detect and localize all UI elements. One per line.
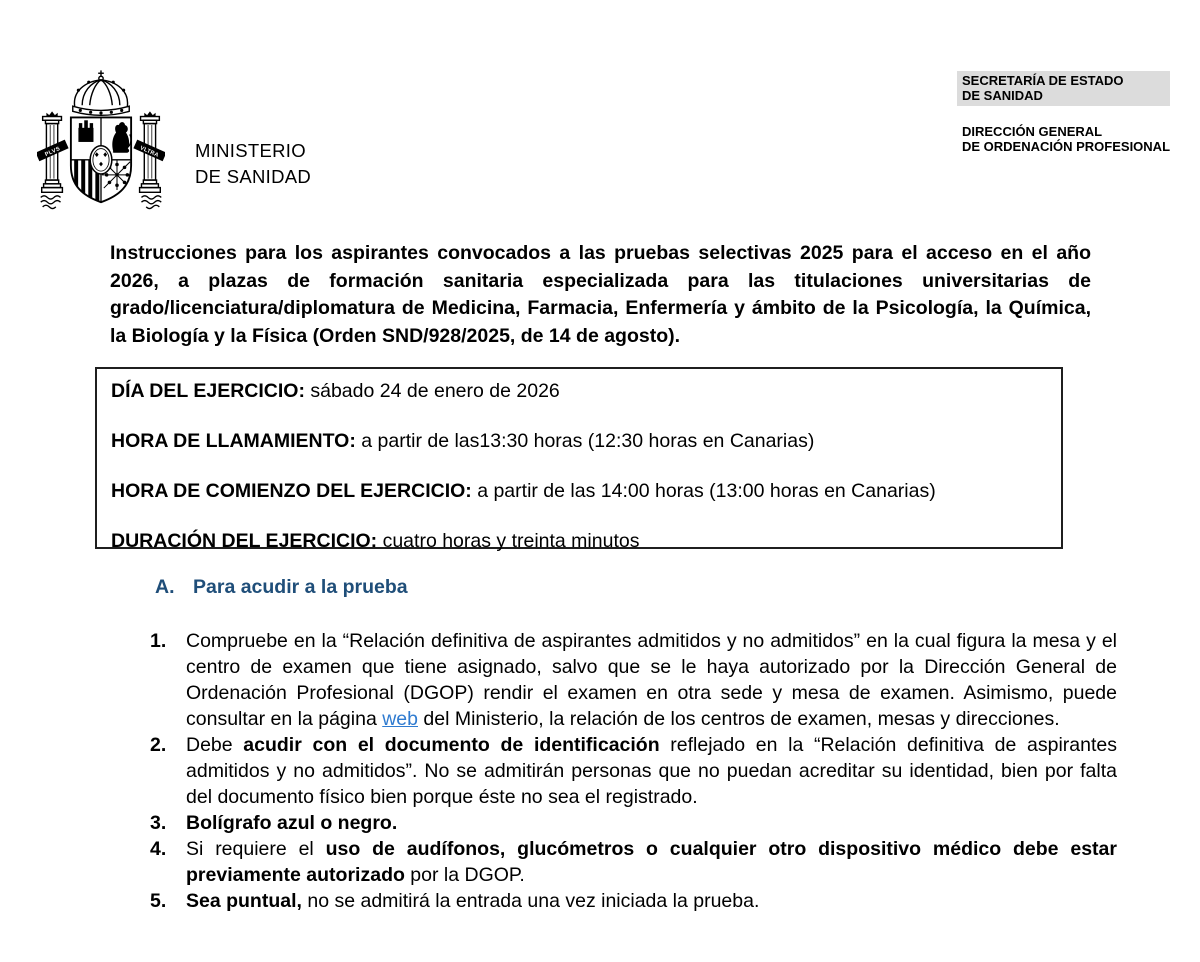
schedule-label: HORA DE COMIENZO DEL EJERCICIO: (111, 480, 472, 502)
item-number: 2. (150, 734, 167, 756)
item-text-segment: del Ministerio, la relación de los centros de examen, mesas y direcciones. (418, 708, 1060, 730)
list-item-4 (150, 836, 1117, 888)
item-text-bold-segment: uso de audífonos, glucómetros o cualquier otro dispositivo médico debe estar previamente autorizado (186, 838, 1117, 886)
section-a-heading (155, 576, 408, 599)
secretaria-de-estado-block (957, 71, 1170, 106)
schedule-value: sábado 24 de enero de 2026 (304, 380, 560, 402)
schedule-row-llamamiento (111, 428, 1047, 455)
item-text-segment: no se admitirá la entrada una vez iniciada la prueba. (301, 890, 760, 912)
section-a-title: Para acudir a la prueba (193, 576, 408, 598)
list-item-3 (150, 810, 1117, 836)
ministry-name-line2: DE SANIDAD (195, 165, 312, 187)
spain-coat-of-arms-icon (37, 68, 165, 214)
schedule-label: HORA DE LLAMAMIENTO: (111, 430, 356, 452)
schedule-row-dia (111, 378, 1047, 405)
web-link[interactable]: web (382, 708, 418, 730)
list-item-5 (150, 888, 1117, 914)
item-number: 3. (150, 812, 167, 834)
header-right (957, 71, 1170, 154)
direccion-line2: DE ORDENACIÓN PROFESIONAL (962, 139, 1171, 154)
item-text (186, 888, 1117, 914)
item-text-segment: Compruebe en la “Relación definitiva de aspirantes admitidos y no admitidos” en la cual figura la mesa y el centro de examen que tiene asignado, salvo que se le haya autorizado por la Dirección General de Ordenación Profesional (DGOP) rendir el examen en otra sede y mesa de examen. Asimismo, puede consultar en la página (186, 630, 1117, 730)
item-text (186, 628, 1117, 732)
pillar-left-motto: PLVS (44, 146, 62, 159)
list-item-2 (150, 732, 1117, 810)
item-text-segment: reflejado en la “Relación definitiva de aspirantes admitidos y no admitidos”. No se admitirán personas que no puedan acreditar su identidad, bien por falta del documento físico bien porque éste no sea el registrado. (186, 734, 1117, 808)
item-text-segment: por la DGOP. (404, 864, 525, 886)
secretaria-line1: SECRETARÍA DE ESTADO (962, 73, 1124, 88)
pillar-right-motto: VLTRA (138, 145, 160, 159)
ministry-name (195, 138, 311, 189)
ministry-name-line1: MINISTERIO (195, 140, 306, 161)
section-a-number: A. (155, 576, 175, 598)
direccion-line1: DIRECCIÓN GENERAL (962, 124, 1103, 139)
list-item-1 (150, 628, 1117, 732)
item-number: 1. (150, 630, 167, 652)
item-text (186, 836, 1117, 888)
instructions-list (150, 628, 1117, 914)
schedule-label: DÍA DEL EJERCICIO: (111, 380, 305, 402)
item-text (186, 810, 1117, 836)
item-text (186, 732, 1117, 810)
direccion-general-block (957, 124, 1170, 154)
item-text-bold-segment: Bolígrafo azul o negro. (186, 812, 398, 834)
item-text-segment: Si requiere el (186, 838, 326, 860)
schedule-label: DURACIÓN DEL EJERCICIO: (111, 530, 378, 552)
schedule-value: cuatro horas y treinta minutos (377, 530, 640, 552)
intro-paragraph: Instrucciones para los aspirantes convocados a las pruebas selectivas 2025 para el acceso en el año 2026, a plazas de formación sanitaria especializada para las titulaciones universitarias de grado/licenciatura/diplomatura de Medicina, Farmacia, Enfermería y ámbito de la Psicología, la Química, la Biología y la Física (Orden SND/928/2025, de 14 de agosto). (110, 242, 1091, 347)
secretaria-line2: DE SANIDAD (962, 88, 1043, 103)
schedule-value: a partir de las 14:00 horas (13:00 horas en Canarias) (471, 480, 936, 502)
item-text-bold-segment: acudir con el documento de identificación (243, 734, 660, 756)
item-number: 4. (150, 838, 167, 860)
item-number: 5. (150, 890, 167, 912)
item-text-segment: Debe (186, 734, 244, 756)
item-text-bold-segment: Sea puntual, (186, 890, 302, 912)
schedule-value: a partir de las13:30 horas (12:30 horas en Canarias) (355, 430, 815, 452)
schedule-box (95, 367, 1063, 552)
schedule-row-comienzo (111, 478, 1047, 505)
schedule-row-duracion (111, 528, 1047, 555)
